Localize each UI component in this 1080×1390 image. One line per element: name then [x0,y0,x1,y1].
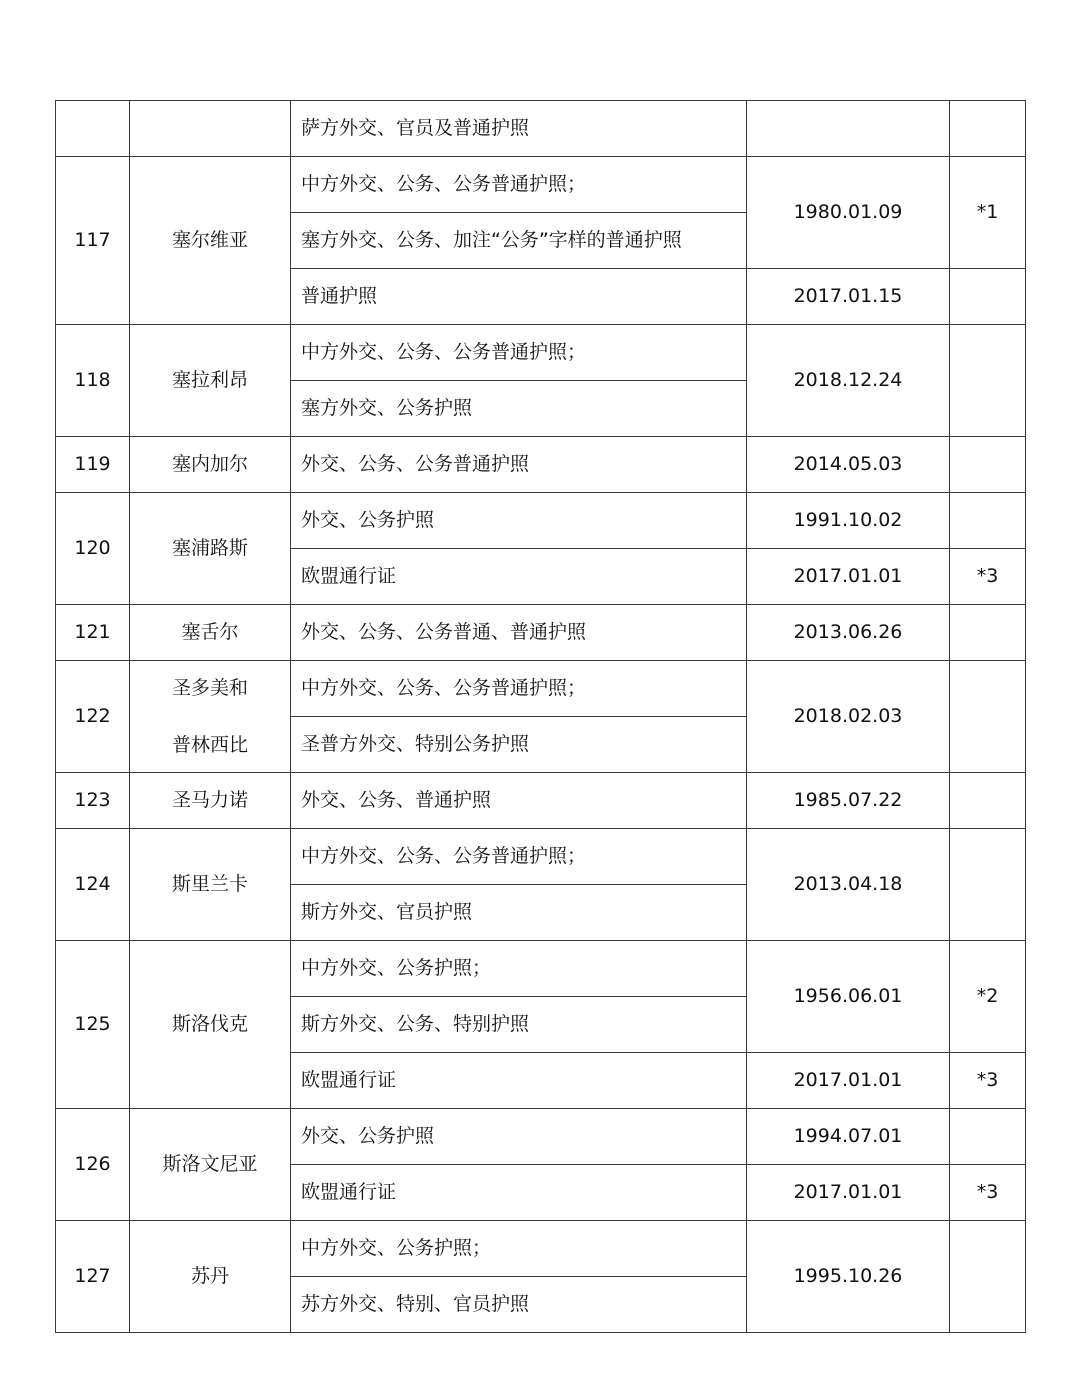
effective-date: 1956.06.01 [747,941,950,1053]
country-name: 塞尔维亚 [130,157,291,325]
note-mark [950,661,1026,773]
effective-date: 2017.01.15 [747,269,950,325]
note-mark: *3 [950,1165,1026,1221]
table-row [56,941,1026,997]
country-name: 塞舌尔 [130,605,291,661]
table-row [56,773,1026,829]
row-number: 121 [56,605,130,661]
passport-types: 外交、公务、公务普通、普通护照 [291,605,747,661]
country-name: 塞内加尔 [130,437,291,493]
effective-date: 1980.01.09 [747,157,950,269]
effective-date: 2013.06.26 [747,605,950,661]
country-name: 圣马力诺 [130,773,291,829]
row-number: 120 [56,493,130,605]
passport-types: 欧盟通行证 [291,1165,747,1221]
effective-date: 1985.07.22 [747,773,950,829]
passport-types: 斯方外交、公务、特别护照 [291,997,747,1053]
table-row [56,157,1026,213]
passport-types: 斯方外交、官员护照 [291,885,747,941]
visa-agreement-table [55,100,1026,1333]
row-number: 119 [56,437,130,493]
row-number: 124 [56,829,130,941]
country-name [130,661,291,773]
passport-types: 中方外交、公务护照； [291,941,747,997]
table-row [56,1109,1026,1165]
country-name: 斯洛伐克 [130,941,291,1109]
row-number: 122 [56,661,130,773]
note-mark [950,773,1026,829]
note-mark [950,1221,1026,1333]
passport-types: 外交、公务护照 [291,493,747,549]
country-name [130,101,291,157]
note-mark [950,829,1026,941]
note-mark [950,605,1026,661]
passport-types: 普通护照 [291,269,747,325]
note-mark [950,325,1026,437]
row-number: 126 [56,1109,130,1221]
country-name: 塞拉利昂 [130,325,291,437]
note-mark [950,1109,1026,1165]
row-number: 117 [56,157,130,325]
table-row [56,1221,1026,1277]
effective-date: 2017.01.01 [747,1165,950,1221]
passport-types: 外交、公务、普通护照 [291,773,747,829]
passport-types: 苏方外交、特别、官员护照 [291,1277,747,1333]
table-row [56,661,1026,717]
effective-date: 1991.10.02 [747,493,950,549]
row-number: 127 [56,1221,130,1333]
note-mark [950,493,1026,549]
effective-date: 2018.02.03 [747,661,950,773]
table-row [56,101,1026,157]
effective-date: 1994.07.01 [747,1109,950,1165]
note-mark [950,437,1026,493]
country-name: 塞浦路斯 [130,493,291,605]
passport-types: 中方外交、公务护照； [291,1221,747,1277]
effective-date: 2017.01.01 [747,1053,950,1109]
effective-date [747,101,950,157]
passport-types: 中方外交、公务、公务普通护照； [291,325,747,381]
passport-types: 塞方外交、公务护照 [291,381,747,437]
passport-types: 圣普方外交、特别公务护照 [291,717,747,773]
passport-types: 中方外交、公务、公务普通护照； [291,661,747,717]
note-mark [950,269,1026,325]
country-name-line: 普林西比 [171,733,248,756]
table-row [56,605,1026,661]
table-row [56,437,1026,493]
passport-types: 中方外交、公务、公务普通护照； [291,157,747,213]
passport-types: 欧盟通行证 [291,1053,747,1109]
row-number: 125 [56,941,130,1109]
row-number [56,101,130,157]
country-name-line: 圣多美和 [171,676,248,699]
note-mark: *3 [950,549,1026,605]
note-mark: *2 [950,941,1026,1053]
country-name: 斯里兰卡 [130,829,291,941]
table-body [56,101,1026,1333]
table-row [56,325,1026,381]
effective-date: 2014.05.03 [747,437,950,493]
table-row [56,829,1026,885]
passport-types: 中方外交、公务、公务普通护照； [291,829,747,885]
passport-types: 萨方外交、官员及普通护照 [291,101,747,157]
note-mark: *1 [950,157,1026,269]
country-name: 斯洛文尼亚 [130,1109,291,1221]
passport-types: 欧盟通行证 [291,549,747,605]
effective-date: 2018.12.24 [747,325,950,437]
row-number: 123 [56,773,130,829]
country-name: 苏丹 [130,1221,291,1333]
passport-types: 外交、公务护照 [291,1109,747,1165]
effective-date: 1995.10.26 [747,1221,950,1333]
effective-date: 2013.04.18 [747,829,950,941]
row-number: 118 [56,325,130,437]
passport-types: 外交、公务、公务普通护照 [291,437,747,493]
passport-types: 塞方外交、公务、加注“公务”字样的普通护照 [291,213,747,269]
table-row [56,493,1026,549]
effective-date: 2017.01.01 [747,549,950,605]
note-mark: *3 [950,1053,1026,1109]
note-mark [950,101,1026,157]
